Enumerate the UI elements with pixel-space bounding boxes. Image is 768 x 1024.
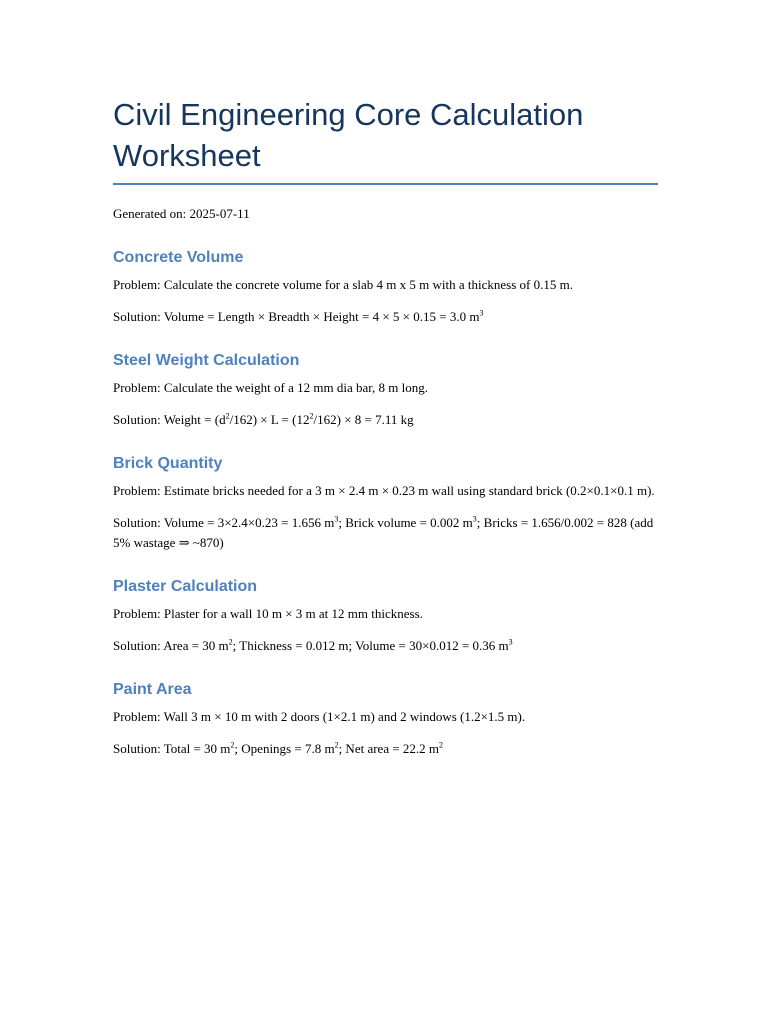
section-plaster-calculation <box>113 576 658 656</box>
section-heading: Steel Weight Calculation <box>113 352 300 369</box>
section-heading: Concrete Volume <box>113 249 244 266</box>
problem-text: Problem: Calculate the concrete volume for a slab 4 m x 5 m with a thickness of 0.15 m. <box>113 277 573 292</box>
document-body <box>113 94 658 759</box>
section-heading: Brick Quantity <box>113 455 223 472</box>
solution-text: Solution: Area = 30 $m^2$; Thickness = 0.012 m; Volume = 30×0.012 = 0.36 $m^3$ <box>113 637 513 653</box>
section-steel-weight <box>113 350 658 430</box>
section-concrete-volume <box>113 247 658 327</box>
solution-text: Solution: Weight = $(d^2/162) \times L = (12^2/162) \times 8 = 7.11$ kg <box>113 411 414 427</box>
section-brick-quantity <box>113 453 658 553</box>
problem-text: Problem: Calculate the weight of a 12 mm dia bar, 8 m long. <box>113 380 429 395</box>
solution-text: Solution: Volume = 3×2.4×0.23 = 1.656 $m^3$; Brick volume = 0.002 $m^3$; Bricks = 1.656/0.002 = 828 (add 5% wastage ⇒ ~870) <box>113 514 654 550</box>
problem-text: Problem: Estimate bricks needed for a 3 m × 2.4 m × 0.23 m wall using standard brick (0.2×0.1×0.1 m). <box>113 483 655 498</box>
document-title: Civil Engineering Core Calculation Worksheet <box>113 94 658 185</box>
problem-text: Problem: Plaster for a wall 10 m × 3 m at 12 mm thickness. <box>113 606 423 621</box>
section-heading: Paint Area <box>113 681 192 698</box>
problem-text: Problem: Wall 3 m × 10 m with 2 doors (1×2.1 m) and 2 windows (1.2×1.5 m). <box>113 709 526 724</box>
solution-text: Solution: Total = 30 $m^2$; Openings = 7.8 $m^2$; Net area = 22.2 $m^2$ <box>113 740 444 756</box>
solution-text: Solution: Volume = Length × Breadth × Height = 4 × 5 × 0.15 = 3.0 $m^3$ <box>113 308 484 324</box>
generated-date: Generated on: 2025-07-11 <box>113 206 250 221</box>
section-heading: Plaster Calculation <box>113 578 258 595</box>
section-paint-area <box>113 679 658 759</box>
